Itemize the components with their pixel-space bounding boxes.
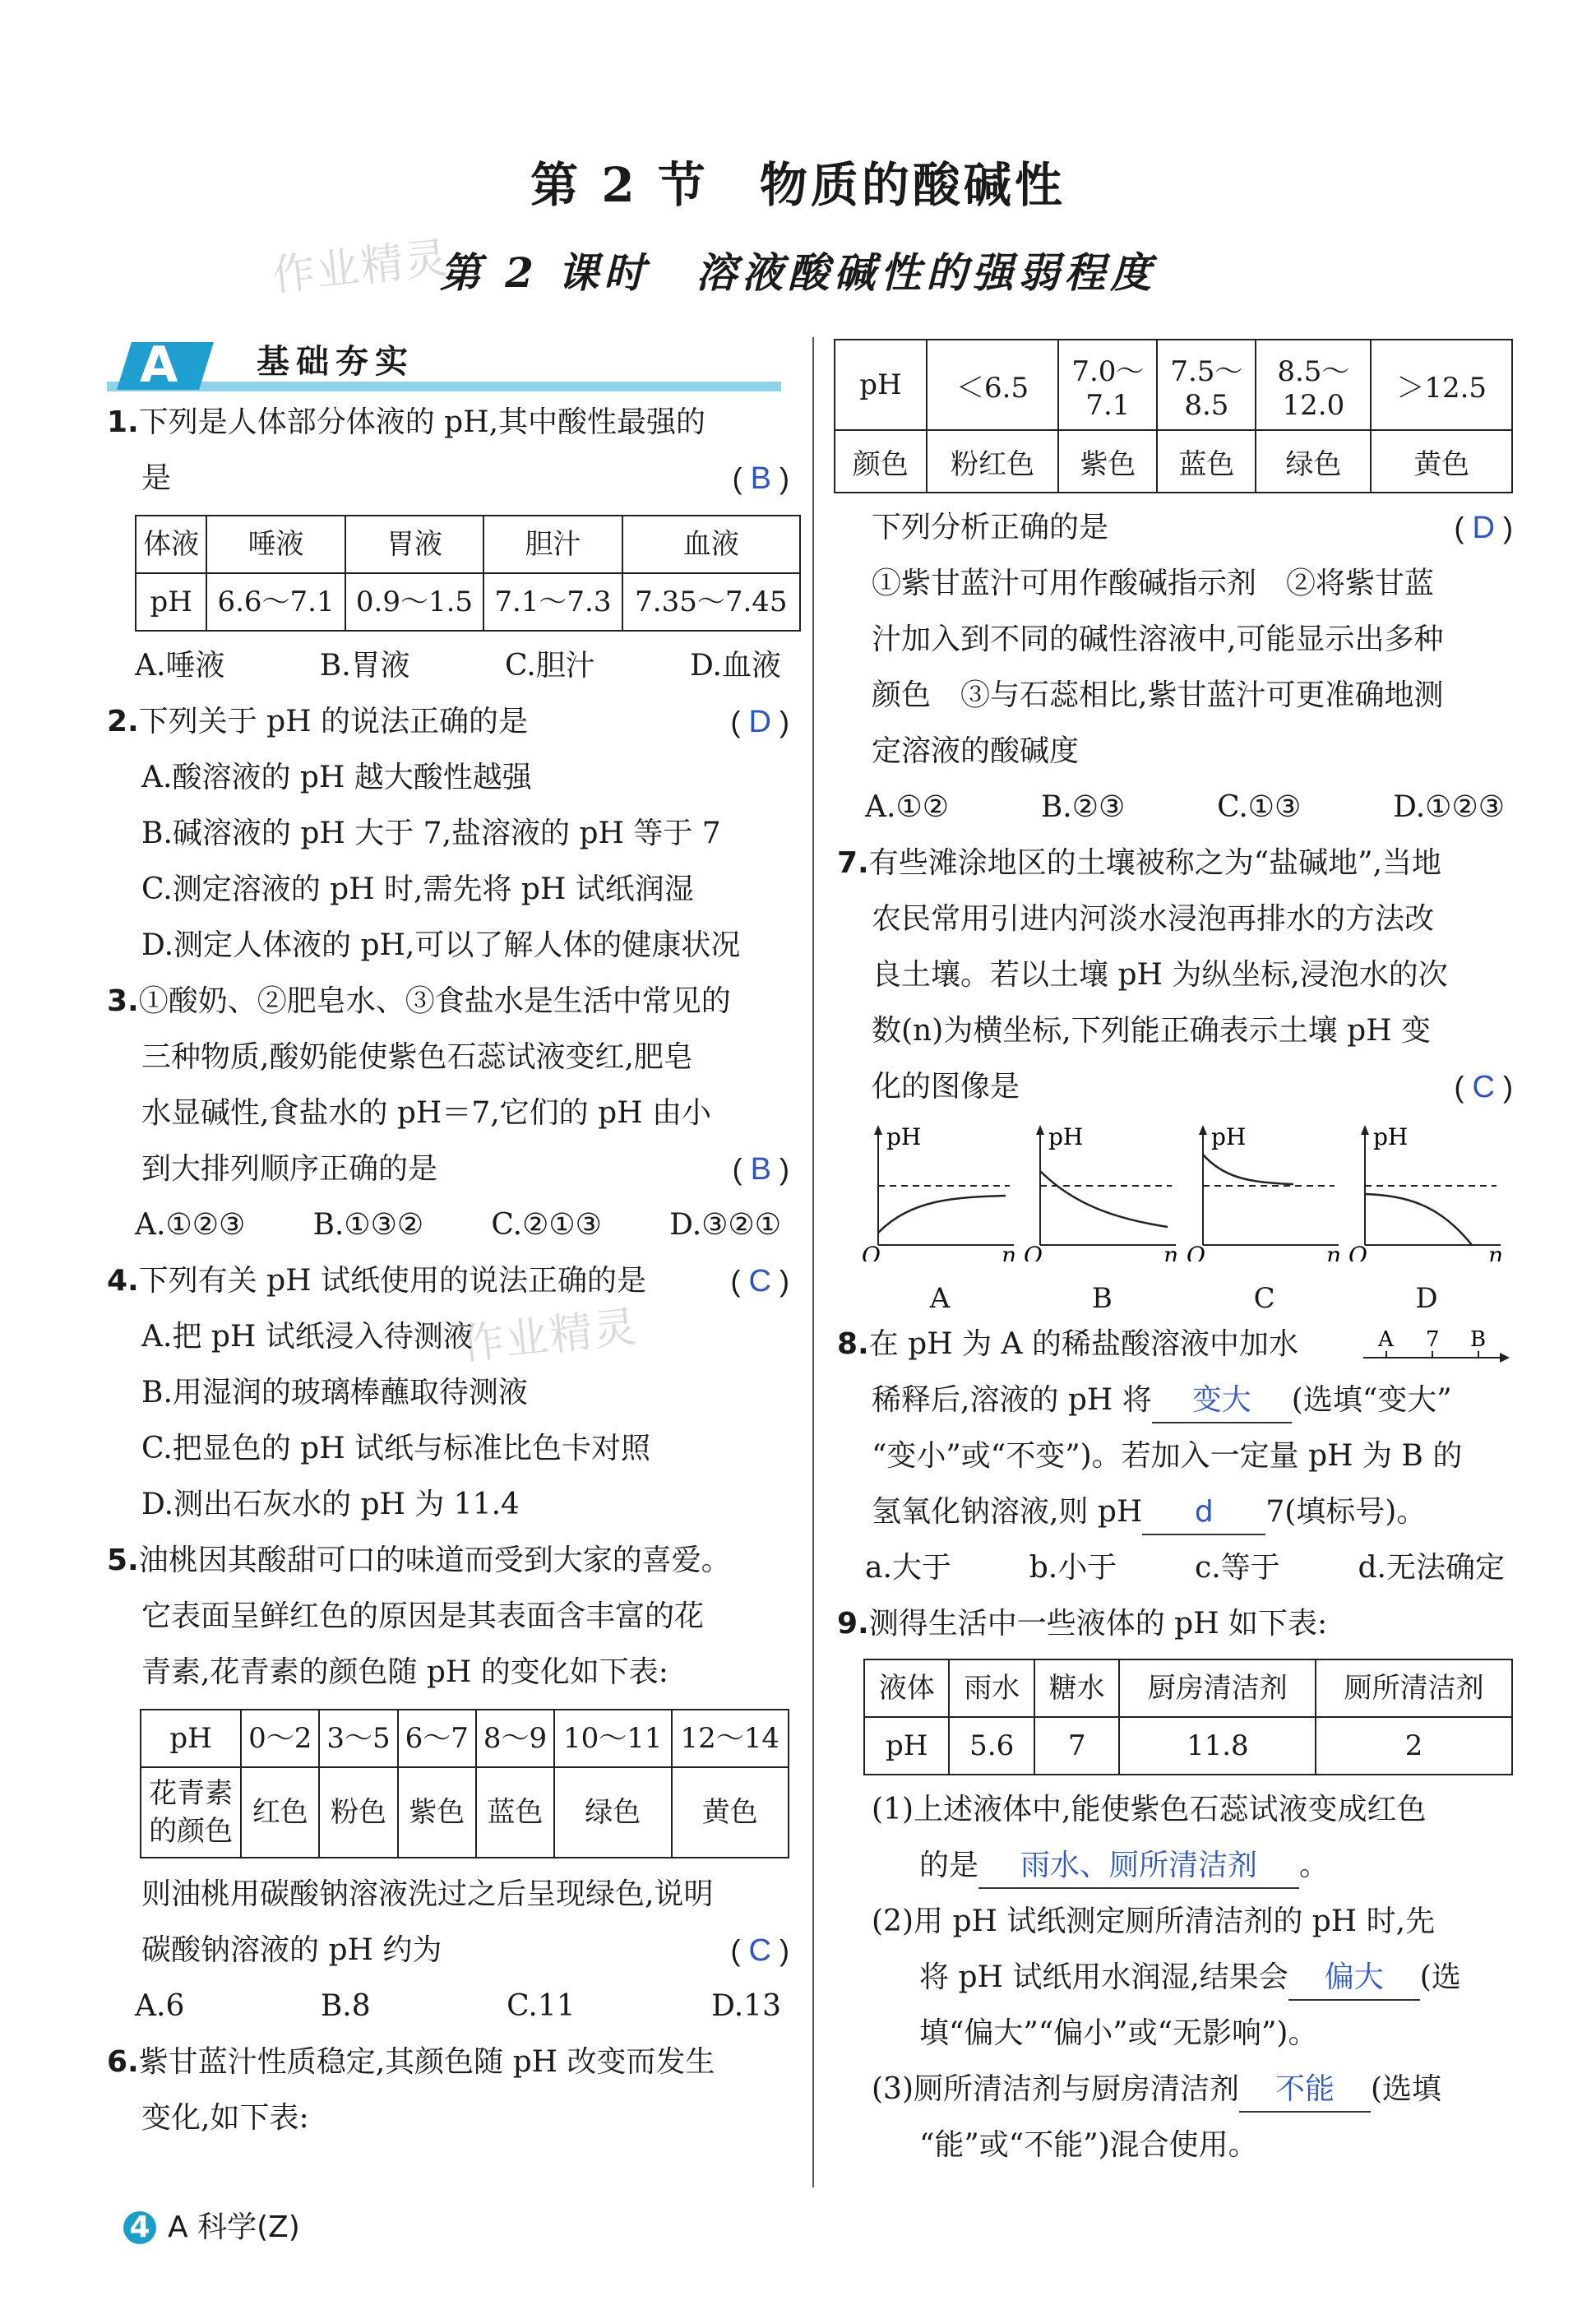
- watermark-2: 作业精灵: [459, 1302, 641, 1371]
- right-column: [837, 500, 1513, 2173]
- q5-td-3: 蓝色: [476, 1767, 554, 1858]
- q2-answer: ( D ): [730, 705, 789, 739]
- question-2: [107, 694, 789, 974]
- q9-p3c: “能”或“不能”)混合使用。: [919, 2128, 1258, 2162]
- q6-s4: 定溶液的酸碱度: [872, 734, 1080, 768]
- q7-answer: ( C ): [1454, 1070, 1513, 1104]
- q5-th-5: 10～11: [554, 1710, 671, 1767]
- q9-p3a: (3)厕所清洁剂与厨房清洁剂: [872, 2072, 1239, 2106]
- q2-option-a: A.酸溶液的 pH 越大酸性越强: [141, 761, 532, 794]
- q6-th-2: 7.0～7.1: [1058, 340, 1157, 430]
- q1-text2: 是: [141, 461, 172, 495]
- q5-th-3: 6～7: [398, 1710, 476, 1767]
- watermark: 作业精灵: [270, 233, 452, 302]
- q7-answer-value: C: [1472, 1070, 1495, 1104]
- q7-label-d: D: [1415, 1282, 1438, 1315]
- q9-td-2: 7: [1034, 1717, 1119, 1775]
- q5-row-label-2: 的颜色: [149, 1815, 234, 1848]
- q6-td-1: 粉红色: [927, 430, 1059, 493]
- q6-s1: ①紫甘蓝汁可用作酸碱指示剂 ②将紫甘蓝: [872, 567, 1435, 600]
- q9-p1c: 。: [1299, 1849, 1330, 1882]
- q9-th-1: 雨水: [949, 1659, 1034, 1717]
- q7-graph-a-svg: [862, 1122, 1018, 1261]
- q7-c-axis-y: pH: [1210, 1123, 1246, 1150]
- q6-answer-value: D: [1472, 511, 1495, 545]
- q6-th-4: 8.5～12.0: [1256, 340, 1371, 430]
- q5-th-0: pH: [141, 1710, 241, 1767]
- q5-text5: 碳酸钠溶液的 pH 约为: [141, 1933, 442, 1967]
- q5-th-2: 3～5: [319, 1710, 397, 1767]
- q5-answer-value: C: [748, 1933, 771, 1968]
- q6-th-3: 7.5～8.5: [1157, 340, 1256, 430]
- q5-answer: ( C ): [730, 1933, 789, 1968]
- q9-p2d: 填“偏大”“偏小”或“无影响”)。: [919, 2016, 1318, 2050]
- question-6-rest: [837, 500, 1513, 835]
- page-footer: [123, 2204, 300, 2246]
- q6-th-5: ＞12.5: [1371, 340, 1512, 430]
- q8-text3: “变小”或“不变”)。若加入一定量 pH 为 B 的: [872, 1439, 1463, 1473]
- q1-td-3: 7.1～7.3: [483, 573, 622, 631]
- q5-text1: 油桃因其酸甜可口的味道而受到大家的喜爱。: [138, 1544, 731, 1577]
- q9-td-0: pH: [864, 1717, 949, 1775]
- q5-th-1: 0～2: [241, 1710, 319, 1767]
- question-3: [107, 974, 789, 1253]
- q5-option-c: C.11: [507, 1989, 576, 2023]
- page-number: 4: [123, 2211, 156, 2244]
- q6-td-0: 颜色: [835, 430, 927, 493]
- q6-s2: 汁加入到不同的碱性溶液中,可能显示出多种: [872, 623, 1444, 656]
- question-6-start: [107, 2034, 789, 2146]
- q1-th-0: 体液: [136, 516, 206, 573]
- q8-text4b: 7(填标号)。: [1265, 1495, 1427, 1529]
- section-label: 基础夯实: [257, 342, 414, 381]
- q8-blank-2[interactable]: d: [1142, 1491, 1265, 1535]
- section-letter: A: [140, 336, 178, 394]
- q4-answer-value: C: [748, 1264, 771, 1298]
- q6-option-d: D.①②③: [1393, 790, 1505, 824]
- q7-d-axis-y: pH: [1372, 1123, 1409, 1150]
- q1-td-1: 6.6～7.1: [206, 573, 345, 631]
- q8-option-d: d.无法确定: [1358, 1551, 1505, 1585]
- q7-text1: 有些滩涂地区的土壤被称之为“盐碱地”,当地: [868, 846, 1441, 880]
- q4-number: 4.: [107, 1264, 139, 1298]
- q3-option-a: A.①②③: [135, 1208, 246, 1242]
- q7-d-axis-x: n: [1487, 1242, 1504, 1261]
- q7-b-origin: O: [1024, 1242, 1043, 1261]
- q5-td-2: 紫色: [398, 1767, 476, 1858]
- q7-graph-c-svg: [1187, 1122, 1343, 1261]
- q3-text4: 到大排列顺序正确的是: [141, 1152, 438, 1186]
- q9-table: [863, 1659, 1513, 1775]
- left-column: [107, 395, 789, 2146]
- q4-option-b: B.用湿润的玻璃棒蘸取待测液: [141, 1376, 528, 1409]
- q9-td-4: 2: [1316, 1717, 1512, 1775]
- q8-scale-7: 7: [1426, 1327, 1440, 1352]
- q8-number: 8.: [837, 1327, 869, 1361]
- q9-th-2: 糖水: [1034, 1659, 1119, 1717]
- q9-p2b: 将 pH 试纸用水润湿,结果会: [919, 1960, 1288, 1994]
- q1-option-d: D.血液: [689, 649, 781, 683]
- lesson-title: 第 2 课时 溶液酸碱性的强弱程度: [439, 248, 1157, 297]
- section-a-banner: [107, 336, 781, 395]
- q7-graph-a: [862, 1122, 1018, 1317]
- q6-td-4: 绿色: [1256, 430, 1371, 493]
- q9-p2a: (2)用 pH 试纸测定厕所清洁剂的 pH 时,先: [872, 1905, 1436, 1938]
- question-7: [837, 835, 1513, 1317]
- q1-option-a: A.唾液: [135, 649, 225, 683]
- q4-answer: ( C ): [730, 1264, 789, 1298]
- q5-td-1: 粉色: [319, 1767, 397, 1858]
- q7-d-origin: O: [1348, 1242, 1367, 1261]
- q2-option-d: D.测定人体液的 pH,可以了解人体的健康状况: [141, 928, 741, 962]
- q5-option-b: B.8: [320, 1989, 371, 2023]
- q5-row-label-1: 花青素: [149, 1777, 234, 1810]
- q8-option-a: a.大于: [865, 1551, 951, 1585]
- q3-number: 3.: [107, 984, 139, 1018]
- q7-graph-d: [1349, 1122, 1505, 1317]
- q8-scale-a: A: [1378, 1327, 1394, 1352]
- q1-option-c: C.胆汁: [504, 649, 595, 683]
- q7-graph-c: [1187, 1122, 1343, 1317]
- q7-label-b: B: [1091, 1282, 1113, 1315]
- q7-a-axis-x: n: [1002, 1242, 1017, 1261]
- q1-th-3: 胆汁: [483, 516, 622, 573]
- q3-text3: 水显碱性,食盐水的 pH＝7,它们的 pH 由小: [141, 1096, 712, 1130]
- q9-p3b: (选填: [1371, 2072, 1442, 2106]
- q1-text1: 下列是人体部分体液的 pH,其中酸性最强的: [138, 405, 706, 439]
- section-banner-graphic: [107, 336, 781, 395]
- q8-text2a: 稀释后,溶液的 pH 将: [872, 1383, 1152, 1417]
- q7-number: 7.: [837, 846, 869, 880]
- q9-blank-3[interactable]: 不能: [1239, 2068, 1371, 2113]
- q1-td-0: pH: [136, 573, 206, 631]
- q8-ph-scale: [1363, 1321, 1511, 1371]
- q1-th-4: 血液: [622, 516, 800, 573]
- q8-option-b: b.小于: [1029, 1551, 1117, 1585]
- section-title: 第 2 节 物质的酸碱性: [530, 157, 1066, 213]
- q2-text: 下列关于 pH 的说法正确的是: [138, 705, 529, 738]
- question-9: [837, 1596, 1513, 2173]
- q1-td-2: 0.9～1.5: [345, 573, 483, 631]
- q5-td-0: 红色: [241, 1767, 319, 1858]
- q7-c-origin: O: [1186, 1242, 1205, 1261]
- q6-number: 6.: [107, 2045, 139, 2079]
- q4-option-a: A.把 pH 试纸浸入待测液: [141, 1320, 473, 1354]
- q5-text4: 则油桃用碳酸钠溶液洗过之后呈现绿色,说明: [141, 1877, 714, 1911]
- q7-label-a: A: [929, 1282, 951, 1315]
- q9-th-0: 液体: [864, 1659, 949, 1717]
- q7-graphs: [837, 1122, 1513, 1317]
- q9-blank-2[interactable]: 偏大: [1288, 1956, 1420, 2001]
- question-5: [107, 1533, 789, 2034]
- q1-table: [135, 515, 801, 632]
- q7-graph-b-svg: [1024, 1122, 1180, 1261]
- q5-table: [140, 1709, 789, 1858]
- column-divider: [812, 337, 814, 2187]
- q3-answer: ( B ): [732, 1152, 789, 1187]
- q9-td-3: 11.8: [1119, 1717, 1316, 1775]
- q1-option-b: B.胃液: [319, 649, 410, 683]
- q9-th-3: 厨房清洁剂: [1119, 1659, 1316, 1717]
- q9-number: 9.: [837, 1607, 869, 1641]
- q1-number: 1.: [107, 405, 139, 439]
- question-4: [107, 1253, 789, 1533]
- q8-text1: 在 pH 为 A 的稀盐酸溶液中加水: [868, 1327, 1298, 1361]
- q8-blank-1[interactable]: 变大: [1152, 1379, 1292, 1423]
- q6-th-0: pH: [835, 340, 927, 430]
- q5-th-4: 8～9: [476, 1710, 554, 1767]
- q4-option-d: D.测出石灰水的 pH 为 11.4: [141, 1488, 520, 1521]
- q2-option-c: C.测定溶液的 pH 时,需先将 pH 试纸润湿: [141, 872, 694, 906]
- q7-graph-b: [1024, 1122, 1180, 1317]
- q3-text2: 三种物质,酸奶能使紫色石蕊试液变红,肥皂: [141, 1040, 693, 1074]
- q5-td-5: 黄色: [672, 1767, 789, 1858]
- q6-td-2: 紫色: [1058, 430, 1157, 493]
- q9-blank-1[interactable]: 雨水、厕所清洁剂: [978, 1844, 1299, 1889]
- q8-text2b: (选填“变大”: [1291, 1383, 1452, 1417]
- q4-option-c: C.把显色的 pH 试纸与标准比色卡对照: [141, 1432, 651, 1465]
- q7-b-axis-y: pH: [1048, 1123, 1084, 1150]
- q5-option-d: D.13: [711, 1989, 781, 2023]
- q5-number: 5.: [107, 1544, 139, 1577]
- q3-option-b: B.①③②: [312, 1208, 424, 1242]
- q5-td-4: 绿色: [554, 1767, 671, 1858]
- q2-option-b: B.碱溶液的 pH 大于 7,盐溶液的 pH 等于 7: [141, 817, 721, 850]
- q9-p2c: (选: [1419, 1960, 1461, 1994]
- q1-th-1: 唾液: [206, 516, 345, 573]
- q9-th-4: 厕所清洁剂: [1316, 1659, 1512, 1717]
- q6-table: [834, 339, 1513, 493]
- q6-text2: 变化,如下表:: [141, 2101, 309, 2135]
- q5-text2: 它表面呈鲜红色的原因是其表面含丰富的花: [141, 1599, 705, 1633]
- q5-option-a: A.6: [135, 1989, 185, 2023]
- q6-s3: 颜色 ③与石蕊相比,紫甘蓝汁可更准确地测: [872, 678, 1444, 712]
- question-8: [837, 1317, 1513, 1596]
- q1-answer-value: B: [750, 461, 771, 496]
- q2-answer-value: D: [748, 705, 771, 739]
- q9-p1b: 的是: [919, 1849, 979, 1882]
- q8-text4a: 氢氧化钠溶液,则 pH: [872, 1495, 1143, 1529]
- q6-option-a: A.①②: [865, 790, 949, 824]
- q6-option-b: B.②③: [1040, 790, 1126, 824]
- q9-td-1: 5.6: [949, 1717, 1034, 1775]
- q7-text5: 化的图像是: [872, 1070, 1020, 1104]
- q5-text3: 青素,花青素的颜色随 pH 的变化如下表:: [141, 1655, 668, 1689]
- q7-label-c: C: [1253, 1282, 1275, 1315]
- q1-td-4: 7.35～7.45: [622, 573, 800, 631]
- q4-text: 下列有关 pH 试纸使用的说法正确的是: [138, 1264, 647, 1298]
- footer-label: A 科学(Z): [168, 2210, 300, 2244]
- q3-option-d: D.③②①: [669, 1208, 781, 1242]
- q1-answer: ( B ): [732, 461, 789, 496]
- q7-text3: 良土壤。若以土壤 pH 为纵坐标,浸泡水的次: [872, 958, 1448, 992]
- q6-option-c: C.①③: [1217, 790, 1302, 824]
- q7-b-axis-x: n: [1163, 1242, 1179, 1261]
- q2-number: 2.: [107, 705, 139, 738]
- q6-td-3: 蓝色: [1157, 430, 1256, 493]
- q7-a-origin: O: [862, 1242, 881, 1261]
- q5-row-label: [141, 1767, 241, 1858]
- q7-text4: 数(n)为横坐标,下列能正确表示土壤 pH 变: [872, 1014, 1432, 1048]
- q8-scale-b: B: [1470, 1327, 1487, 1352]
- q6-text1: 紫甘蓝汁性质稳定,其颜色随 pH 改变而发生: [138, 2045, 715, 2079]
- q9-text: 测得生活中一些液体的 pH 如下表:: [868, 1607, 1328, 1641]
- question-1: [107, 395, 789, 694]
- q9-p1a: (1)上述液体中,能使紫色石蕊试液变成红色: [872, 1793, 1427, 1826]
- q7-c-axis-x: n: [1325, 1242, 1341, 1261]
- q3-answer-value: B: [750, 1152, 771, 1187]
- q6-td-5: 黄色: [1371, 430, 1512, 493]
- q6-answer: ( D ): [1454, 511, 1513, 545]
- q3-option-c: C.②①③: [491, 1208, 602, 1242]
- q1-th-2: 胃液: [345, 516, 483, 573]
- q7-graph-d-svg: [1349, 1122, 1505, 1261]
- q7-a-axis-y: pH: [886, 1123, 922, 1150]
- q5-th-6: 12～14: [672, 1710, 789, 1767]
- q7-text2: 农民常用引进内河淡水浸泡再排水的方法改: [872, 902, 1435, 936]
- q3-text1: ①酸奶、②肥皂水、③食盐水是生活中常见的: [138, 984, 731, 1018]
- q6-th-1: ＜6.5: [927, 340, 1059, 430]
- q6-text3: 下列分析正确的是: [872, 511, 1109, 544]
- q8-option-c: c.等于: [1195, 1551, 1280, 1585]
